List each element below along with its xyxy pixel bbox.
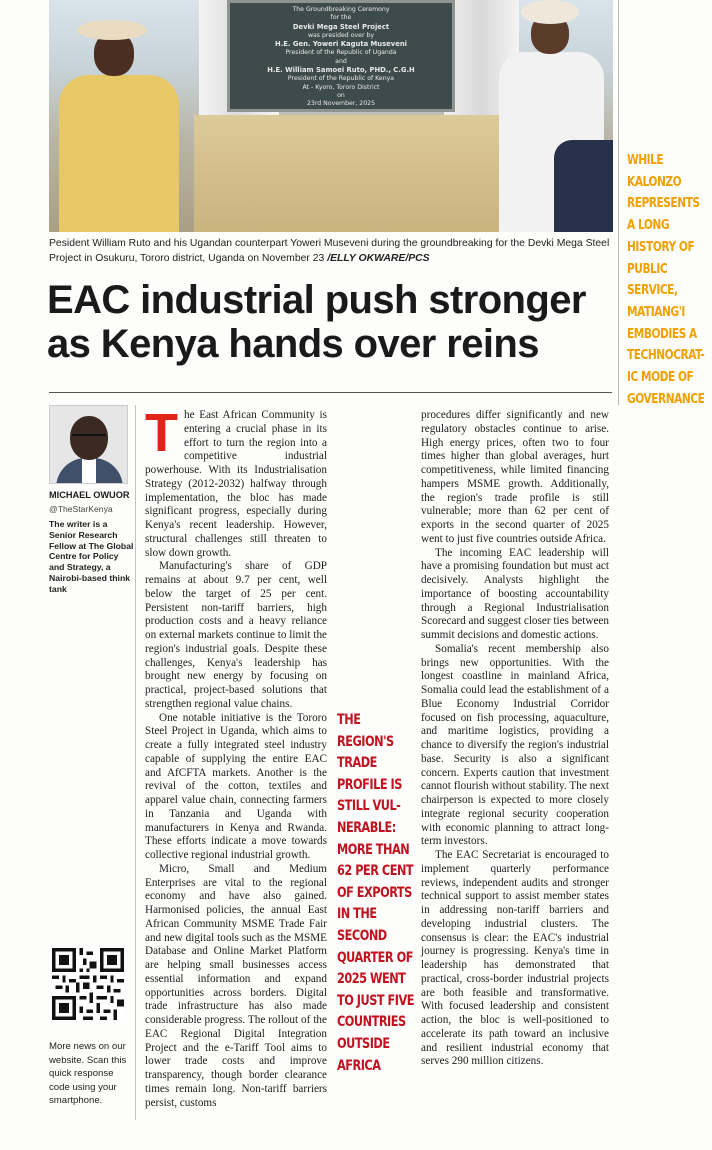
author-bio: The writer is a Senior Research Fellow at The Global Centre for Policy and Strategy, a Nairobi-based think tank: [49, 519, 134, 594]
article-column-1: [145, 403, 327, 1110]
person-sleeve: [554, 140, 613, 232]
article-paragraph: The incoming EAC leadership will have a promising foundation but must act decisively. Analysts highlight the importance of boosting accountability through a Regional Industrialisation Scorecard and suggest closer ties between summit decisions and domestic actions.: [421, 546, 609, 641]
plaque-line: for the: [330, 14, 352, 22]
author-photo: [49, 405, 128, 484]
plaque: [227, 0, 455, 112]
qr-note: More news on our website. Scan this quick response code using your smartphone.: [49, 1041, 127, 1107]
author-handle: @TheStarKenya: [49, 504, 113, 514]
plaque-line: 23rd November, 2025: [306, 100, 376, 108]
drop-cap: T: [145, 403, 178, 463]
article-column-2: [421, 409, 609, 1069]
article-paragraph: [145, 403, 327, 560]
plaque-line: on: [337, 92, 345, 100]
column-rule: [618, 0, 619, 405]
photo-credit: /ELLY OKWARE/PCS: [327, 253, 430, 264]
plaque-line: The Groundbreaking Ceremony: [292, 6, 390, 13]
article-paragraph: One notable initiative is the Tororo Steel Project in Uganda, which aims to create a fully integrated steel industry capable of supplying the entire EAC and AfCFTA markets. Another is the revival of the cotton, textiles and apparel value chain, connecting farmers in Tanzania and Uganda with manufacturers in Kenya and Rwanda. These efforts indicate a move towards collective regional industrial growth.: [145, 711, 327, 861]
plaque-line: President of the Republic of Kenya: [287, 75, 395, 83]
article-paragraph: The EAC Secretariat is encouraged to implement quarterly performance reviews, independent audits and stronger technical support to assist member states in addressing non-tariff barriers and developing industrial clusters. The consensus is clear: the EAC's industrial journey is progressing. Kenya's time in leadership has demonstrated that practical, cross-border industrial projects are both feasible and transformative. With focused leadership and consistent action, the bloc is well-positioned to accelerate its path toward an inclusive and resilient industrial economy that serves 290 million citizens.: [421, 849, 609, 1068]
plaque-line: was presided over by: [307, 31, 375, 39]
article-paragraph: Manufacturing's share of GDP remains at about 9.7 per cent, well below the target of 25 per cent. Persistent non-tariff barriers, high production costs and a heavy reliance on external markets continue to limit the region's industrial goals. Despite these challenges, Kenya's leadership has brought new energy by focusing on practical, project-based solutions that strengthen regional value chains.: [145, 560, 327, 710]
article-paragraph: procedures differ significantly and new regulatory obstacles continue to arise. High energy prices, often two to four times higher than global averages, hurt competitiveness, while limited financing hampers MSME growth. Additionally, the region's trade profile is still vulnerable; more than 62 per cent of exports in the second quarter of 2025 went to just five countries outside Africa.: [421, 409, 609, 545]
pull-quote-right: WHILE KALONZO REPRESENTS A LONG HISTORY OF PUBLIC SERVICE, MATIANG'I EMBODIES A TECHNOCRAT-IC MODE OF GOVERNANCE: [627, 152, 705, 407]
article-paragraph: Somalia's recent membership also brings new opportunities. With the longest coastline in mainland Africa, Somalia could lead the establishment of a Blue Economy Industrial Corridor focused on fish processing, aquaculture, and maritime logistics, providing a chance to diversify the region's industrial base. Security is also a significant concern. Experts caution that investment cannot flourish without stability. The next chairperson is expected to more closely integrate regional security cooperation with economic planning to attract long-term investors.: [421, 642, 609, 848]
plaque-line: At - Kyoro, Tororo District: [302, 83, 380, 91]
caption-text: Pesident William Ruto and his Ugandan counterpart Yoweri Museveni during the groundbreaking for the Devki Mega Steel Project in Osukuru, Tororo district, Uganda on November 23: [49, 238, 610, 264]
paragraph-text: he East African Community is entering a crucial phase in its effort to turn the region into a competitive industrial powerhouse. With its Industrialisation Strategy (2012-2032) halfway through implementation, the bloc has made significant progress, especially during Kenya's recent leadership. However, structural challenges still threaten to slow down growth.: [145, 409, 327, 559]
qr-code-icon[interactable]: [52, 948, 124, 1020]
pull-quote-middle: THE REGION'S TRADE PROFILE IS STILL VUL-NERABLE: MORE THAN 62 PER CENT OF EXPORTS IN THE SECOND QUARTER OF 2025 WENT TO JUST FIVE COUNTRIES OUTSIDE AFRICA: [337, 712, 415, 1074]
plaque-line: Devki Mega Steel Project: [292, 22, 390, 31]
column-rule: [135, 405, 136, 1120]
headline: EAC industrial push stronger as Kenya hands over reins: [47, 278, 586, 366]
plaque-line: and: [335, 57, 347, 65]
headline-rule: [49, 392, 612, 393]
ceremony-photo: [49, 0, 613, 232]
plaque-pillar: [194, 115, 504, 232]
person-left: [49, 20, 194, 232]
plaque-line: H.E. William Samoei Ruto, PHD., C.G.H: [267, 66, 415, 75]
author-name: MICHAEL OWUOR: [49, 490, 130, 500]
photo-caption: [49, 236, 619, 266]
plaque-line: H.E. Gen. Yoweri Kaguta Museveni: [275, 40, 407, 49]
plaque-line: President of the Republic of Uganda: [285, 49, 397, 57]
article-paragraph: Micro, Small and Medium Enterprises are vital to the regional economy and have also gained. Harmonised policies, the annual East African Community MSME Trade Fair and new digital tools such as the MSME Database and Online Market Platform are helping small businesses access essential information and expand opportunities across borders. Digital trade infrastructure has also made considerable progress. The rollout of the EAC Regional Digital Integration Project and the e-Tariff Tool aims to lower trade costs and improve transparency, though border clearance times remain long. Non-tariff barriers persist, customs: [145, 862, 327, 1109]
